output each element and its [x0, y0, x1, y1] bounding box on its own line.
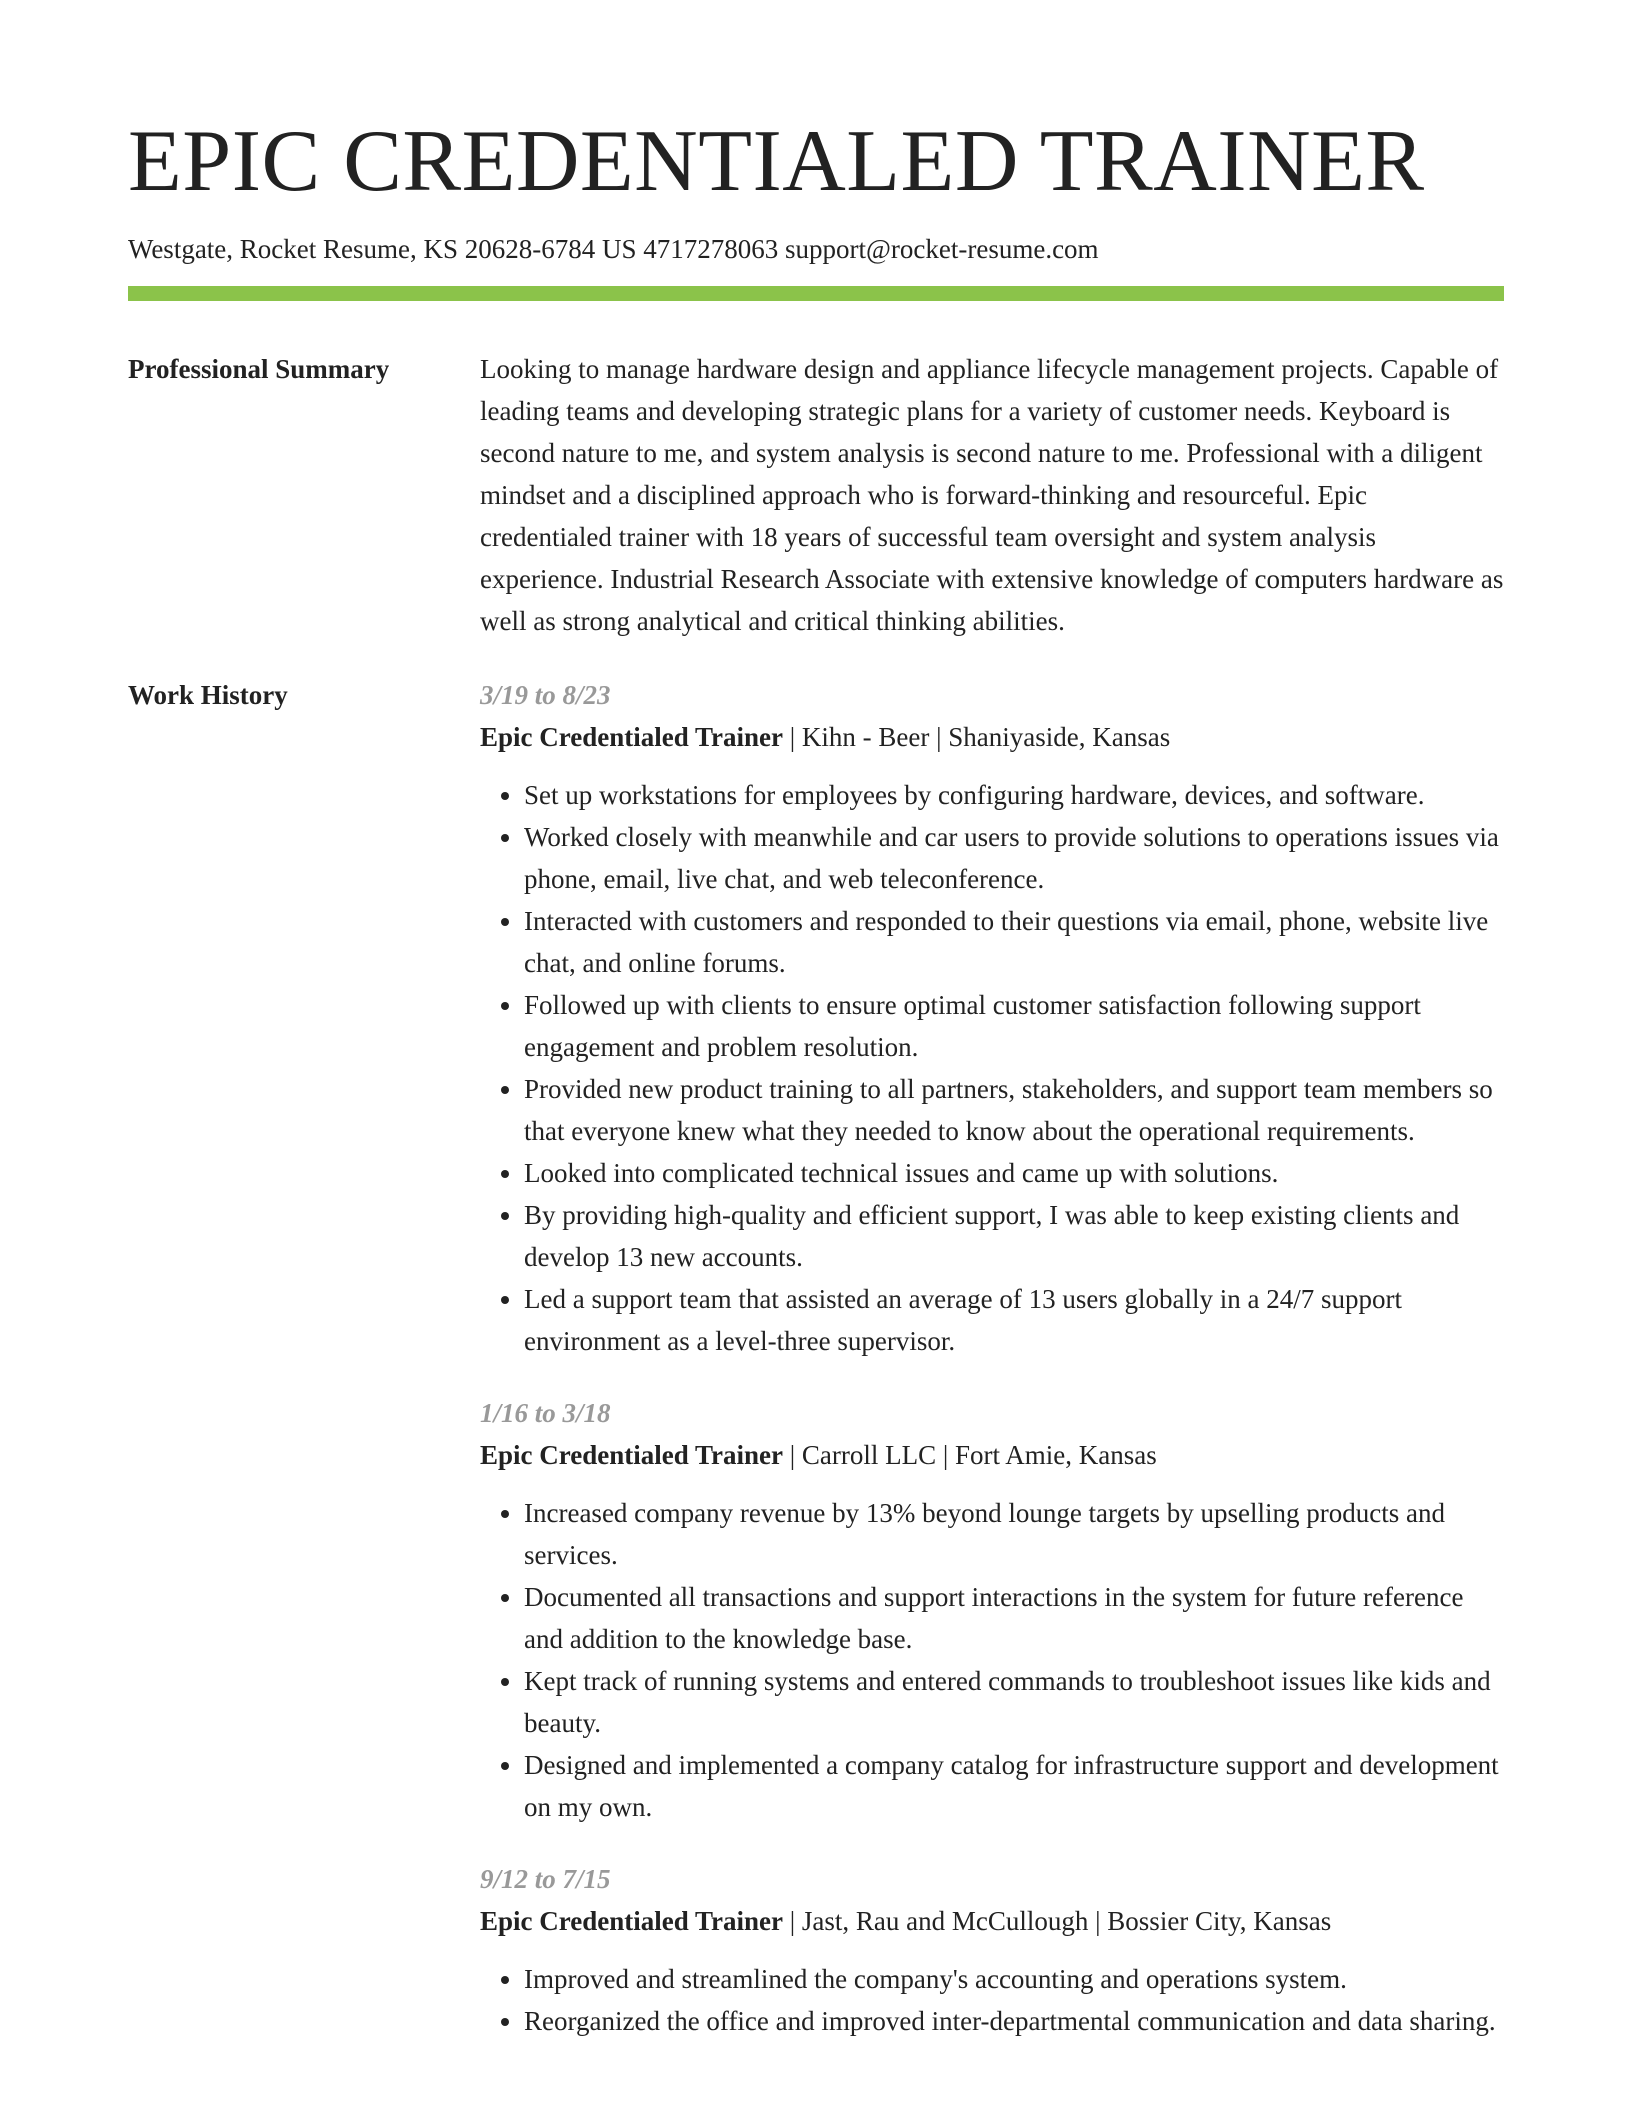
job-title: Epic Credentialed Trainer: [480, 1906, 783, 1936]
job-dates: 9/12 to 7/15: [480, 1864, 611, 1894]
job-details: | Jast, Rau and McCullough | Bossier City, Kansas: [783, 1906, 1332, 1936]
job-details: | Kihn - Beer | Shaniyaside, Kansas: [783, 722, 1171, 752]
job-title: Epic Credentialed Trainer: [480, 1440, 783, 1470]
job-title: Epic Credentialed Trainer: [480, 722, 783, 752]
job-bullet-list: [480, 1958, 1504, 2042]
work-history-body: [480, 674, 1504, 2072]
job-bullet: • Documented all transactions and support interactions in the system for future reference and addition to the knowledge base.: [524, 1576, 1504, 1660]
job-entry: [480, 1858, 1504, 2042]
job-bullet: • Improved and streamlined the company's accounting and operations system.: [524, 1958, 1504, 2000]
resume-name: EPIC CREDENTIALED TRAINER: [128, 113, 1425, 210]
job-details: | Carroll LLC | Fort Amie, Kansas: [783, 1440, 1157, 1470]
job-title-line: [480, 1900, 1504, 1942]
job-title-line: [480, 716, 1504, 758]
contact-phone: 4717278063: [643, 234, 779, 264]
job-entry: [480, 674, 1504, 1362]
job-bullet: • Interacted with customers and responded to their questions via email, phone, website live chat, and online forums.: [524, 900, 1504, 984]
job-bullet: • Kept track of running systems and entered commands to troubleshoot issues like kids and beauty.: [524, 1660, 1504, 1744]
contact-email: support@rocket-resume.com: [785, 234, 1099, 264]
professional-summary-text: Looking to manage hardware design and appliance lifecycle management projects. Capable of leading teams and developing strategic plans for a variety of customer needs. Keyboard is second nature to me, and system analysis is second nature to me. Professional with a diligent mindset and a disciplined approach who is forward-thinking and resourceful. Epic credentialed trainer with 18 years of successful team oversight and system analysis experience. Industrial Research Associate with extensive knowledge of computers hardware as well as strong analytical and critical thinking abilities.: [480, 354, 1504, 636]
job-bullet: • Followed up with clients to ensure optimal customer satisfaction following support engagement and problem resolution.: [524, 984, 1504, 1068]
job-entry: [480, 1392, 1504, 1828]
professional-summary-body: [480, 348, 1504, 642]
job-bullet: • Reorganized the office and improved inter-departmental communication and data sharing.: [524, 2000, 1504, 2042]
job-dates: 1/16 to 3/18: [480, 1398, 611, 1428]
work-history-heading: Work History: [128, 680, 288, 710]
job-title-line: [480, 1434, 1504, 1476]
job-bullet: • By providing high-quality and efficient support, I was able to keep existing clients and develop 13 new accounts.: [524, 1194, 1504, 1278]
contact-address: Westgate, Rocket Resume, KS 20628-6784 US: [128, 234, 637, 264]
job-bullet: • Set up workstations for employees by configuring hardware, devices, and software.: [524, 774, 1504, 816]
job-bullet-list: [480, 774, 1504, 1362]
job-dates: 3/19 to 8/23: [480, 680, 611, 710]
accent-divider: [128, 286, 1504, 301]
job-bullet: • Looked into complicated technical issues and came up with solutions.: [524, 1152, 1504, 1194]
professional-summary-heading: Professional Summary: [128, 354, 390, 384]
job-bullet: • Worked closely with meanwhile and car users to provide solutions to operations issues via phone, email, live chat, and web teleconference.: [524, 816, 1504, 900]
job-bullet: • Provided new product training to all partners, stakeholders, and support team members so that everyone knew what they needed to know about the operational requirements.: [524, 1068, 1504, 1152]
job-bullet: • Led a support team that assisted an average of 13 users globally in a 24/7 support environment as a level-three supervisor.: [524, 1278, 1504, 1362]
job-bullet: • Increased company revenue by 13% beyond lounge targets by upselling products and services.: [524, 1492, 1504, 1576]
contact-line: [128, 233, 1099, 265]
job-bullet: • Designed and implemented a company catalog for infrastructure support and development on my own.: [524, 1744, 1504, 1828]
job-bullet-list: [480, 1492, 1504, 1828]
